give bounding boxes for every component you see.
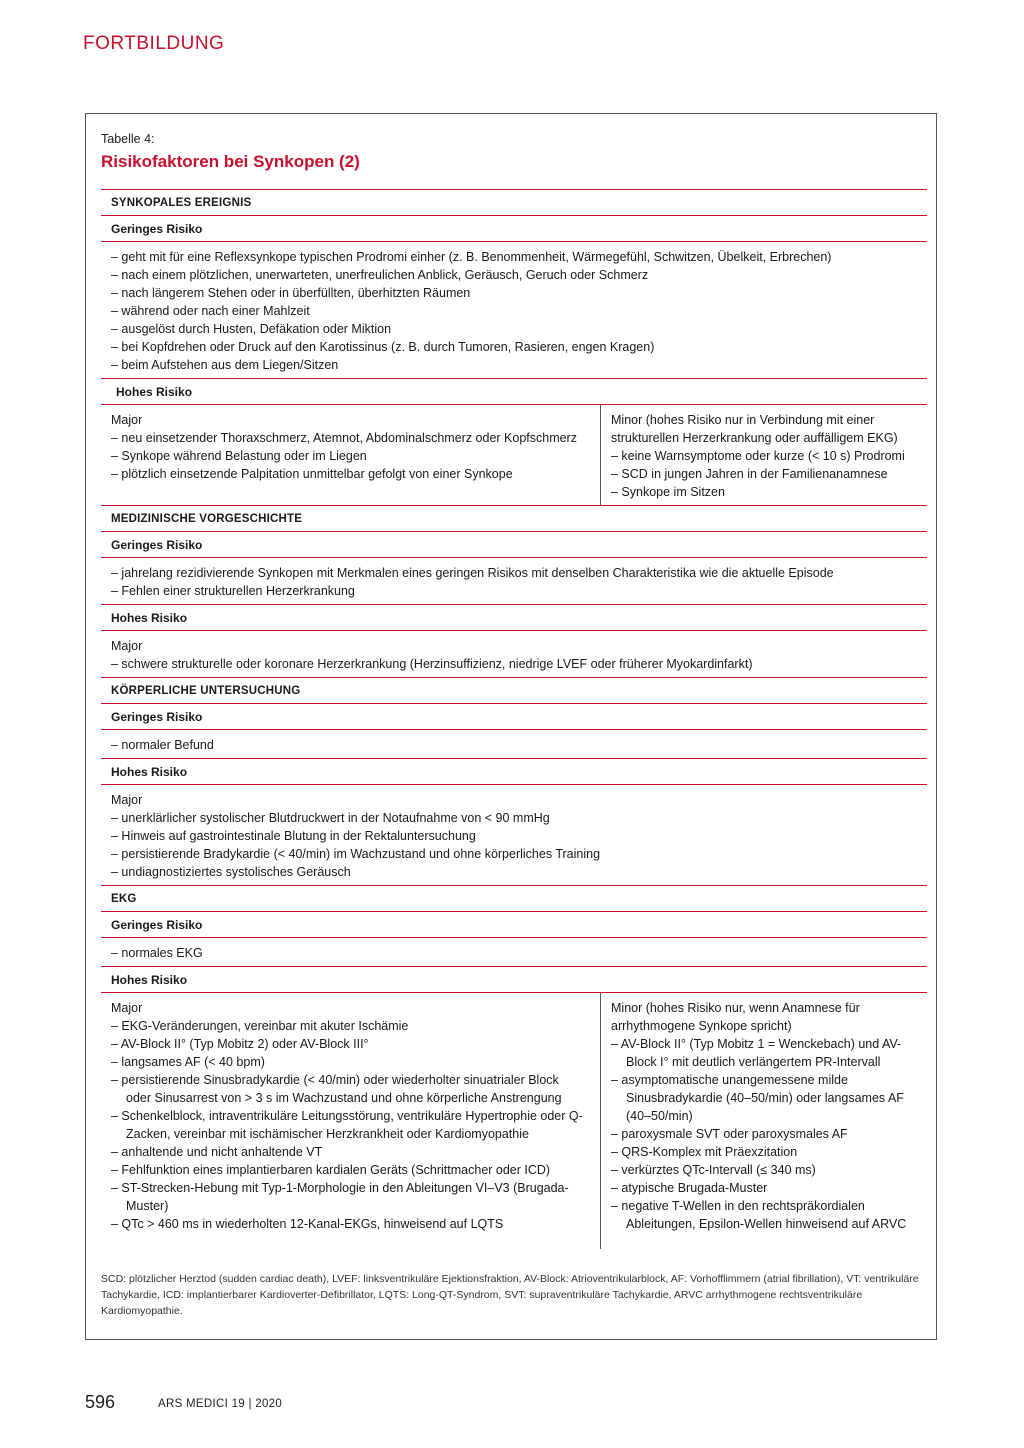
- major-label: Major: [111, 1001, 143, 1015]
- list-item: – EKG-Veränderungen, vereinbar mit akuter Ischämie: [111, 1019, 409, 1033]
- list-item: – Synkope während Belastung oder im Liegen: [111, 449, 367, 463]
- high-risk-list: [101, 630, 927, 677]
- section-heading-synkopales-ereignis: SYNKOPALES EREIGNIS: [101, 189, 927, 215]
- list-item: – nach einem plötzlichen, unerwarteten, unerfreulichen Anblick, Geräusch, Geruch oder Schmerz: [111, 268, 649, 282]
- low-risk-list: [101, 557, 927, 604]
- list-item: – geht mit für eine Reflexsynkope typischen Prodromi einher (z. B. Benommenheit, Wärmegefühl, Schwitzen, Übelkeit, Erbrechen): [111, 250, 832, 264]
- section-heading-ekg: EKG: [101, 885, 927, 911]
- list-item: – persistierende Bradykardie (< 40/min) im Wachzustand und ohne körperliches Training: [111, 847, 601, 861]
- high-risk-label: Hohes Risiko: [101, 966, 927, 992]
- minor-column: [601, 993, 927, 1249]
- list-item: – ausgelöst durch Husten, Defäkation oder Miktion: [111, 322, 392, 336]
- low-risk-list: [101, 937, 927, 966]
- major-label: Major: [111, 413, 143, 427]
- two-column-block: [101, 992, 927, 1249]
- list-item: – ST-Strecken-Hebung mit Typ-1-Morphologie in den Ableitungen VI–V3 (Brugada-Muster): [111, 1181, 569, 1213]
- list-item: – QRS-Komplex mit Präexzitation: [611, 1145, 798, 1159]
- major-label: Major: [111, 639, 143, 653]
- list-item: – Fehlfunktion eines implantierbaren kardialen Geräts (Schrittmacher oder ICD): [111, 1163, 551, 1177]
- low-risk-list: [101, 241, 927, 378]
- list-item: – Synkope im Sitzen: [611, 485, 725, 499]
- list-item: – beim Aufstehen aus dem Liegen/Sitzen: [111, 358, 339, 372]
- list-item: – unerklärlicher systolischer Blutdruckwert in der Notaufnahme von < 90 mmHg: [111, 811, 550, 825]
- list-item: – paroxysmale SVT oder paroxysmales AF: [611, 1127, 848, 1141]
- list-item: – Fehlen einer strukturellen Herzerkrankung: [111, 584, 355, 598]
- list-item: – persistierende Sinusbradykardie (< 40/min) oder wiederholter sinuatrialer Block oder Sinusarrest von > 3 s im Wachzustand und ohne körperliche Anstrengung: [111, 1073, 562, 1105]
- low-risk-label: Geringes Risiko: [101, 531, 927, 557]
- list-item: – atypische Brugada-Muster: [611, 1181, 768, 1195]
- list-item: – während oder nach einer Mahlzeit: [111, 304, 310, 318]
- high-risk-label: Hohes Risiko: [101, 758, 927, 784]
- list-item: – langsames AF (< 40 bpm): [111, 1055, 265, 1069]
- list-item: – verkürztes QTc-Intervall (≤ 340 ms): [611, 1163, 816, 1177]
- list-item: – nach längerem Stehen oder in überfüllten, überhitzten Räumen: [111, 286, 471, 300]
- section-heading-koerperliche-untersuchung: KÖRPERLICHE UNTERSUCHUNG: [101, 677, 927, 703]
- list-item: – normales EKG: [111, 946, 203, 960]
- list-item: – jahrelang rezidivierende Synkopen mit Merkmalen eines geringen Risikos mit denselben Charakteristika wie die aktuelle Episode: [111, 566, 834, 580]
- high-risk-list: [101, 784, 927, 885]
- high-risk-label: Hohes Risiko: [101, 604, 927, 630]
- list-item: – neu einsetzender Thoraxschmerz, Atemnot, Abdominalschmerz oder Kopfschmerz: [111, 431, 577, 445]
- section-label: FORTBILDUNG: [83, 33, 225, 54]
- list-item: – keine Warnsymptome oder kurze (< 10 s) Prodromi: [611, 449, 905, 463]
- journal-issue: ARS MEDICI 19 | 2020: [158, 1398, 283, 1410]
- list-item: – AV-Block II° (Typ Mobitz 2) oder AV-Block III°: [111, 1037, 369, 1051]
- table-title: Risikofaktoren bei Synkopen (2): [101, 152, 360, 171]
- table-frame: [85, 113, 937, 1340]
- low-risk-label: Geringes Risiko: [101, 215, 927, 241]
- major-column: [101, 993, 601, 1249]
- high-risk-label: Hohes Risiko: [101, 378, 927, 404]
- low-risk-list: [101, 729, 927, 758]
- section-heading-vorgeschichte: MEDIZINISCHE VORGESCHICHTE: [101, 505, 927, 531]
- minor-label: Minor (hohes Risiko nur, wenn Anamnese für arrhythmogene Synkope spricht): [611, 1001, 860, 1033]
- list-item: – SCD in jungen Jahren in der Familienanamnese: [611, 467, 888, 481]
- list-item: – plötzlich einsetzende Palpitation unmittelbar gefolgt von einer Synkope: [111, 467, 513, 481]
- list-item: – Hinweis auf gastrointestinale Blutung in der Rektaluntersuchung: [111, 829, 476, 843]
- list-item: – bei Kopfdrehen oder Druck auf den Karotissinus (z. B. durch Tumoren, Rasieren, engen Kragen): [111, 340, 655, 354]
- low-risk-label: Geringes Risiko: [101, 911, 927, 937]
- major-column: [101, 405, 601, 505]
- risk-table: [101, 189, 927, 1249]
- list-item: – schwere strukturelle oder koronare Herzerkrankung (Herzinsuffizienz, niedrige LVEF oder früherer Myokardinfarkt): [111, 657, 753, 671]
- list-item: – negative T-Wellen in den rechtspräkordialen Ableitungen, Epsilon-Wellen hinweisend auf ARVC: [611, 1199, 907, 1231]
- list-item: – AV-Block II° (Typ Mobitz 1 = Wenckebach) und AV-Block I° mit deutlich verlängertem PR-Intervall: [611, 1037, 902, 1069]
- page-number: 596: [85, 1392, 116, 1412]
- list-item: – normaler Befund: [111, 738, 214, 752]
- list-item: – Schenkelblock, intraventrikuläre Leitungsstörung, ventrikuläre Hypertrophie oder Q-Zacken, vereinbar mit ischämischer Herzkrankheit oder Kardiomyopathie: [111, 1109, 583, 1141]
- low-risk-label: Geringes Risiko: [101, 703, 927, 729]
- table-footnote: SCD: plötzlicher Herztod (sudden cardiac death), LVEF: linksventrikuläre Ejektionsfraktion, AV-Block: Atrioventrikularblock, AF: Vorhofflimmern (atrial fibrillation), VT: ventrikuläre Tachykardie, ICD: implantierbarer Kardioverter-Defibrillator, LQTS: Long-QT-Syndrom, SVT: supraventrikuläre Tachykardie, ARVC arrhythmogene rechtsventrikuläre Kardiomyopathie.: [101, 1273, 919, 1317]
- list-item: – anhaltende und nicht anhaltende VT: [111, 1145, 323, 1159]
- two-column-block: [101, 404, 927, 505]
- list-item: – QTc > 460 ms in wiederholten 12-Kanal-EKGs, hinweisend auf LQTS: [111, 1217, 504, 1231]
- list-item: – undiagnostiziertes systolisches Geräusch: [111, 865, 351, 879]
- minor-label: strukturellen Herzerkrankung oder auffälligem EKG): [611, 431, 898, 445]
- major-label: Major: [111, 793, 143, 807]
- minor-label: Minor (hohes Risiko nur in Verbindung mit einer: [611, 413, 875, 427]
- table-caption: Tabelle 4:: [101, 132, 155, 146]
- list-item: – asymptomatische unangemessene milde Sinusbradykardie (40–50/min) oder langsames AF (40–50/min): [611, 1073, 904, 1123]
- minor-column: [601, 405, 927, 505]
